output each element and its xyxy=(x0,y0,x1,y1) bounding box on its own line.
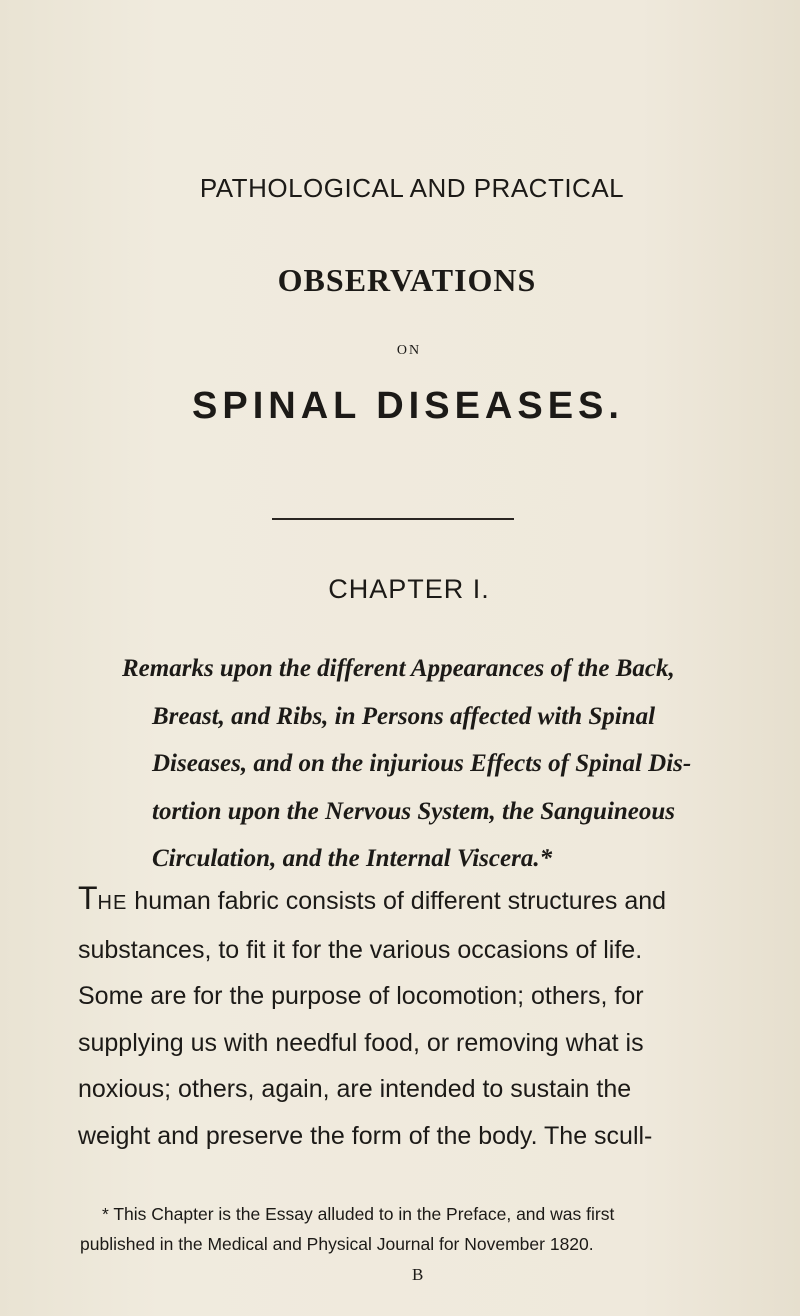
title-line-spinal-diseases: SPINAL DISEASES. xyxy=(192,385,624,427)
title-line-pathological-and-practical: PATHOLOGICAL AND PRACTICAL xyxy=(199,173,625,203)
body-line: noxious; others, again, are intended to sustain the xyxy=(78,1075,632,1103)
title-line-on: ON xyxy=(396,343,422,358)
body-line: supplying us with needful food, or removing what is xyxy=(78,1028,644,1057)
body-line-text: human fabric consists of different structures and xyxy=(134,887,667,915)
small-caps-word: HE xyxy=(97,892,128,914)
body-paragraph xyxy=(78,875,778,1159)
body-line xyxy=(78,875,778,927)
body-line: substances, to fit it for the various occasions of life. xyxy=(78,935,643,964)
section-divider-rule xyxy=(272,518,514,520)
chapter-heading: CHAPTER I. xyxy=(328,574,490,604)
body-line: Some are for the purpose of locomotion; others, for xyxy=(78,982,644,1010)
caption-line: Circulation, and the Internal Viscera.* xyxy=(152,845,553,872)
caption-line: Diseases, and on the injurious Effects of Spinal Dis- xyxy=(152,750,692,777)
footnote-line: published in the Medical and Physical Journal for November 1820. xyxy=(80,1234,594,1254)
caption-line: Breast, and Ribs, in Persons affected with Spinal xyxy=(152,702,656,730)
caption-line: Remarks upon the different Appearances of the Back, xyxy=(122,655,675,682)
footnote xyxy=(80,1199,780,1259)
footnote-line: * This Chapter is the Essay alluded to in the Preface, and was first xyxy=(102,1204,615,1224)
caption-line: tortion upon the Nervous System, the Sanguineous xyxy=(152,797,676,825)
signature-mark: B xyxy=(412,1265,424,1284)
chapter-caption xyxy=(122,645,762,883)
title-line-observations: OBSERVATIONS xyxy=(277,262,537,298)
drop-capital: T xyxy=(78,880,98,916)
body-line: weight and preserve the form of the body. The scull- xyxy=(78,1121,653,1150)
